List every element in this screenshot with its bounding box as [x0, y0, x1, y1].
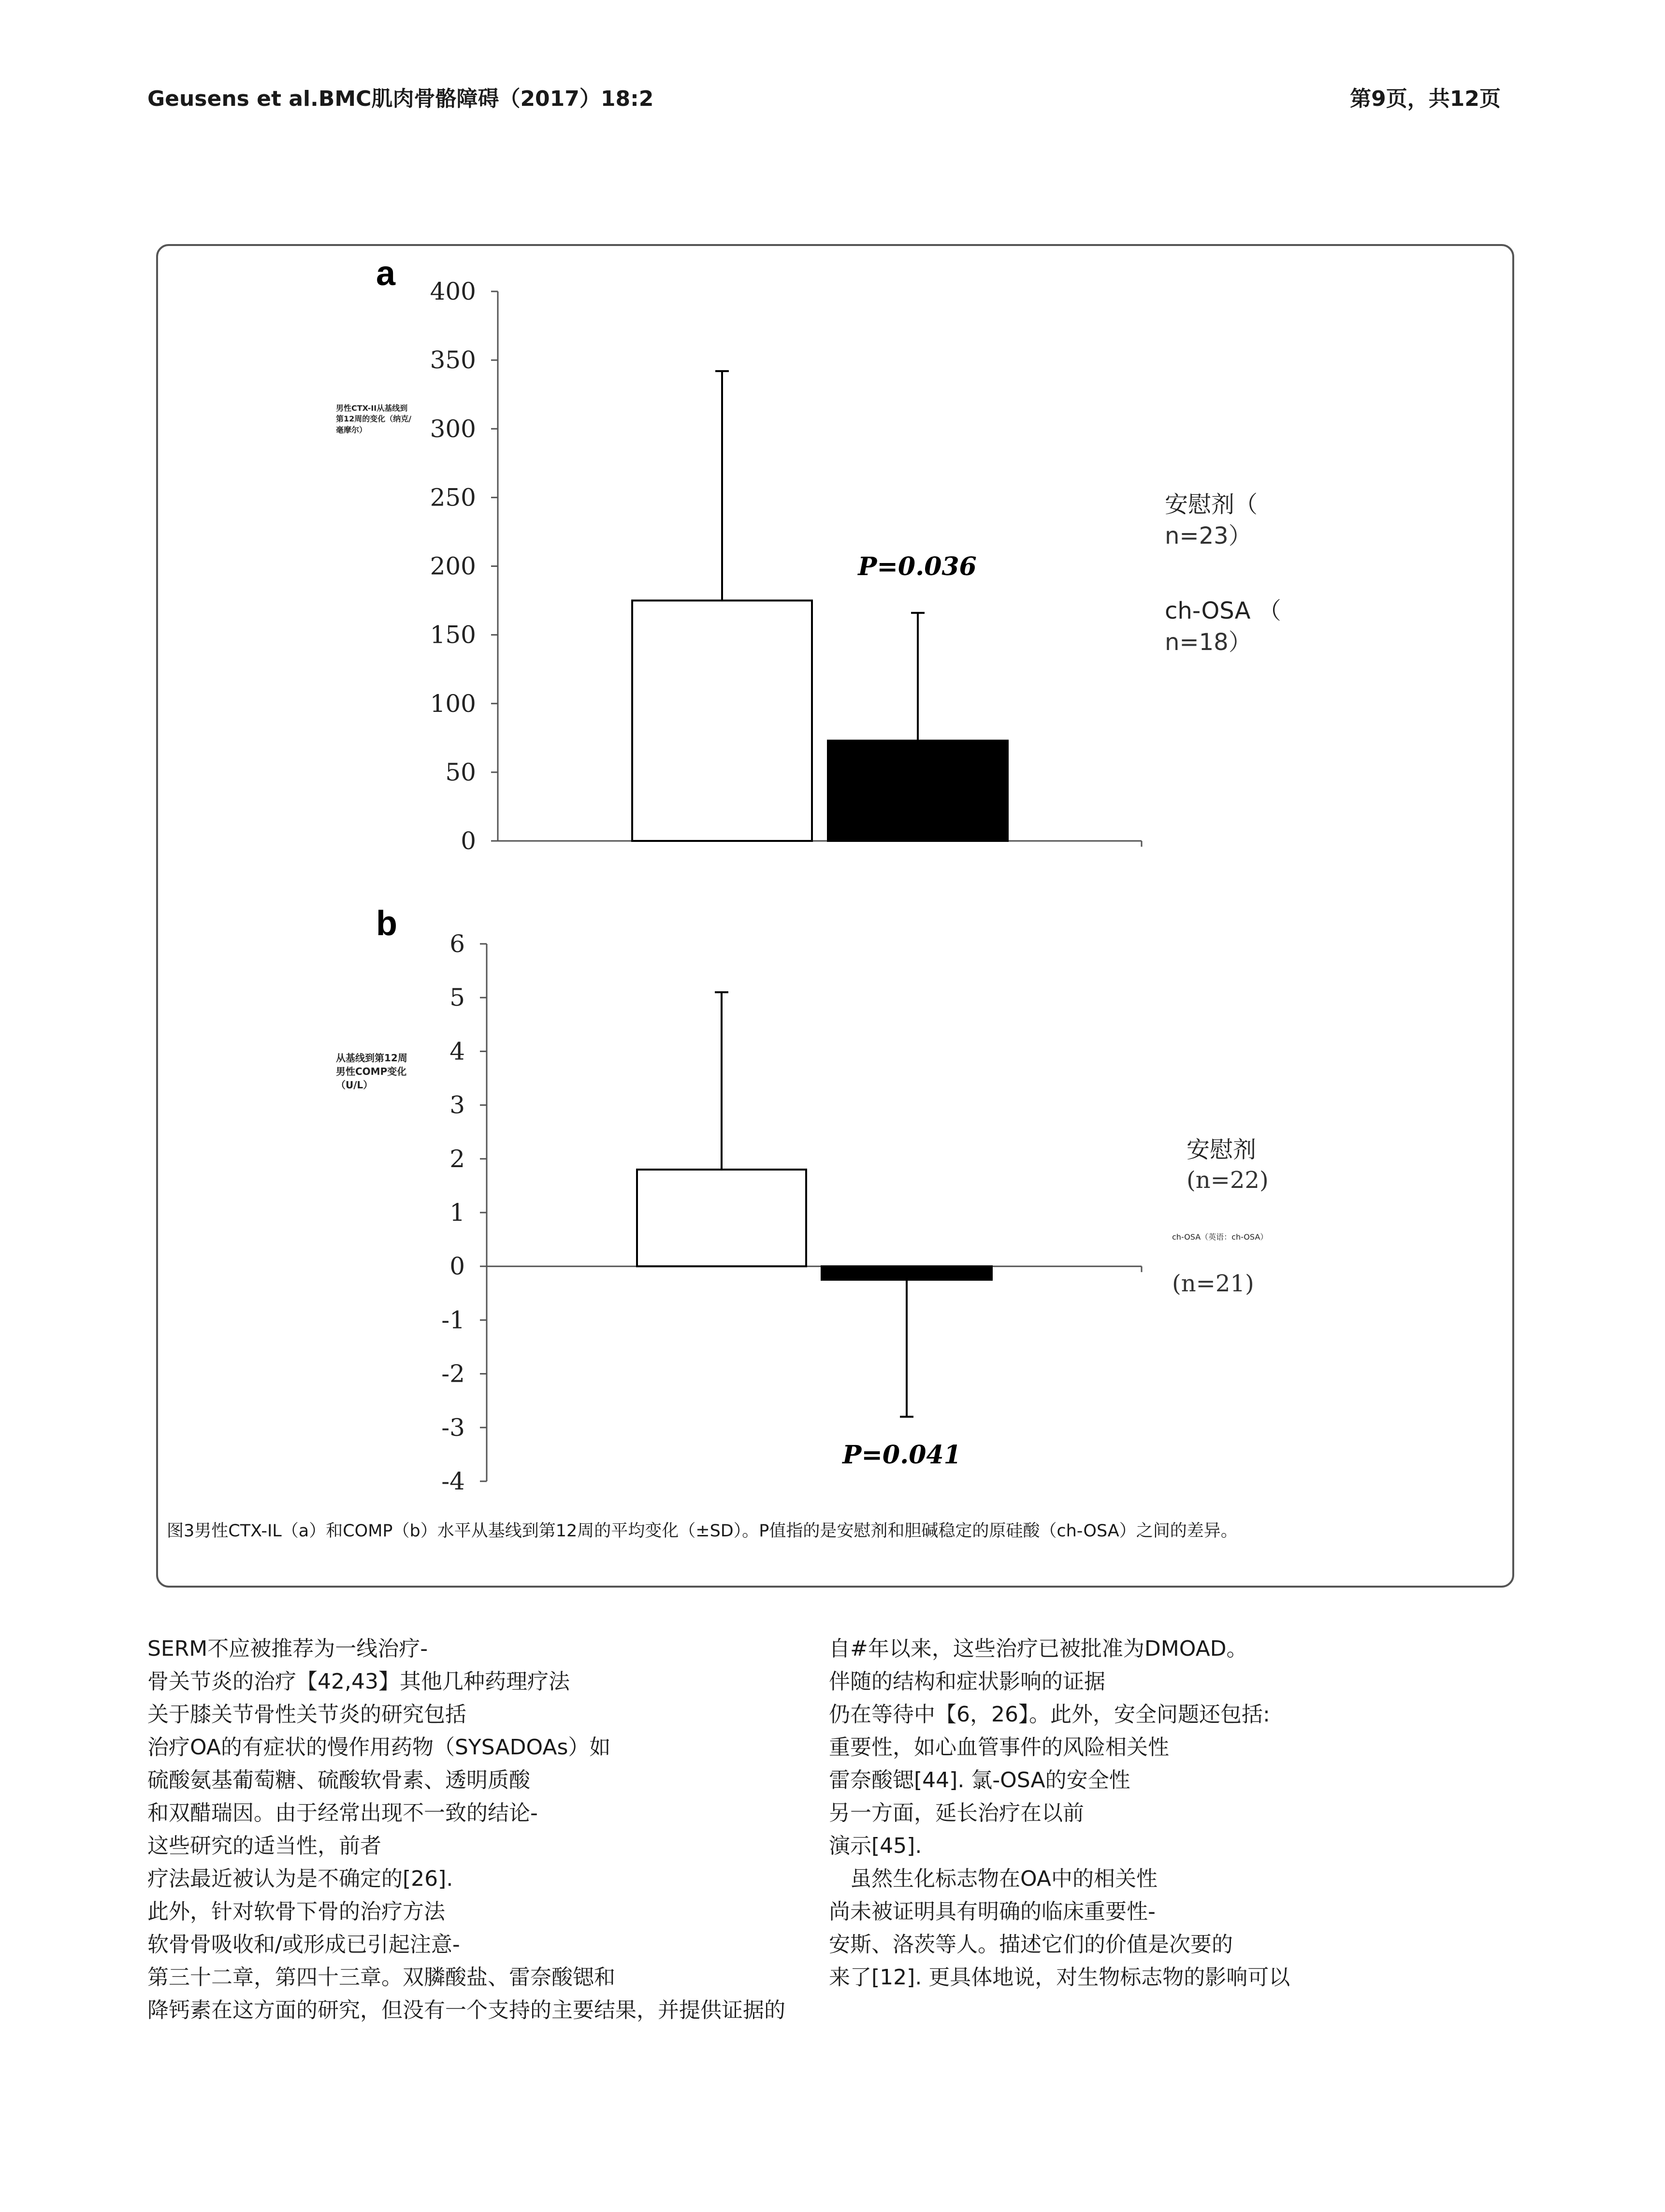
y-tick-label: 0	[461, 827, 476, 855]
body-text-line: 另一方面，延长治疗在以前	[829, 1801, 1084, 1825]
y-tick-label: 1	[449, 1199, 465, 1227]
legend-entry-line2: n=23）	[1165, 522, 1252, 549]
legend-entry-line2: (n=21)	[1172, 1270, 1254, 1297]
y-tick-label: 0	[449, 1252, 465, 1281]
body-text-line: 这些研究的适当性，前者	[147, 1834, 381, 1858]
panel-label: a	[376, 254, 396, 293]
bar-ch-osa	[828, 740, 1008, 841]
legend-entry-line2: (n=22)	[1187, 1167, 1269, 1194]
p-value-annotation: P=0.041	[842, 1440, 961, 1470]
y-tick-label: -4	[441, 1467, 465, 1495]
body-text-line: 来了[12]. 更具体地说，对生物标志物的影响可以	[829, 1965, 1290, 1990]
body-text-line: 降钙素在这方面的研究，但没有一个支持的主要结果，并提供证据的	[147, 1998, 785, 2023]
body-text-line: 雷奈酸锶[44]. 氯-OSA的安全性	[829, 1768, 1130, 1793]
y-tick-label: 4	[449, 1037, 465, 1066]
body-text-line: 疗法最近被认为是不确定的[26].	[147, 1866, 453, 1891]
legend-entry-line2: n=18）	[1165, 629, 1252, 656]
y-tick-label: 300	[430, 415, 476, 443]
y-tick-label: 350	[430, 346, 476, 375]
body-text-line: 治疗OA的有症状的慢作用药物（SYSADOAs）如	[147, 1735, 611, 1760]
body-text-line: 软骨骨吸收和/或形成已引起注意-	[147, 1932, 460, 1957]
y-tick-label: -3	[441, 1413, 465, 1442]
y-tick-label: 50	[445, 758, 476, 786]
y-tick-label: 200	[430, 552, 476, 580]
panel-label: b	[376, 904, 397, 943]
body-text-line: 伴随的结构和症状影响的证据	[829, 1669, 1105, 1694]
y-axis-label: 从基线到第12周男性COMP变化（U/L）	[336, 1052, 407, 1091]
y-tick-label: 400	[430, 277, 476, 305]
page-number: 第9页，共12页	[1350, 87, 1501, 111]
figure-caption: 图3男性CTX-IL（a）和COMP（b）水平从基线到第12周的平均变化（±SD）。P值指的是安慰剂和胆碱稳定的原硅酸（ch-OSA）之间的差异。	[167, 1521, 1238, 1541]
body-text-line: 重要性，如心血管事件的风险相关性	[829, 1735, 1169, 1760]
body-text-line: 此外，针对软骨下骨的治疗方法	[147, 1899, 445, 1924]
legend-entry-line1: ch-OSA （	[1165, 597, 1281, 624]
y-tick-label: 6	[449, 930, 465, 958]
body-text-line: 关于膝关节骨性关节炎的研究包括	[147, 1702, 466, 1727]
body-column-left	[147, 1633, 785, 2027]
bar-ch-osa	[822, 1266, 992, 1280]
body-text-line: 骨关节炎的治疗【42,43】其他几种药理疗法	[147, 1669, 570, 1694]
p-value-annotation: P=0.036	[858, 552, 977, 581]
body-text-line: 自#年以来，这些治疗已被批准为DMOAD。	[829, 1636, 1248, 1661]
body-text-line: 虽然生化标志物在OA中的相关性	[829, 1866, 1158, 1891]
y-axis-label-container	[336, 403, 413, 461]
bar-placebo	[632, 601, 812, 841]
y-tick-label: 250	[430, 483, 476, 512]
body-text-line: 和双醋瑞因。由于经常出现不一致的结论-	[147, 1801, 538, 1825]
body-text-line: 安斯、洛茨等人。描述它们的价值是次要的	[829, 1932, 1233, 1957]
legend-entry-line1: ch-OSA（英语：ch-OSA）	[1172, 1232, 1268, 1242]
y-tick-label: -2	[441, 1359, 465, 1388]
body-column-right	[829, 1633, 1290, 1994]
y-tick-label: -1	[441, 1306, 465, 1334]
body-text-line: 第三十二章，第四十三章。双膦酸盐、雷奈酸锶和	[147, 1965, 615, 1990]
body-text-line: 仍在等待中【6，26】。此外，安全问题还包括:	[829, 1702, 1270, 1727]
body-text-line: 演示[45].	[829, 1834, 922, 1858]
y-tick-label: 100	[430, 689, 476, 718]
bar-placebo	[637, 1170, 806, 1266]
body-text-line: SERM不应被推荐为一线治疗-	[147, 1636, 428, 1661]
legend-entry-line1: 安慰剂（	[1165, 491, 1258, 518]
running-header-citation: Geusens et al.BMC肌肉骨骼障碍（2017）18:2	[147, 87, 654, 111]
y-tick-label: 5	[449, 983, 465, 1012]
y-tick-label: 2	[449, 1144, 465, 1173]
body-text-line: 硫酸氨基葡萄糖、硫酸软骨素、透明质酸	[147, 1768, 530, 1793]
y-axis-label: 男性CTX-II从基线到第12周的变化（纳克/毫摩尔）	[336, 404, 412, 434]
y-axis-label-container	[336, 1051, 413, 1109]
y-tick-label: 150	[430, 621, 476, 649]
legend-entry-line1: 安慰剂	[1187, 1136, 1257, 1163]
body-text-line: 尚未被证明具有明确的临床重要性-	[829, 1899, 1156, 1924]
y-tick-label: 3	[449, 1091, 465, 1119]
